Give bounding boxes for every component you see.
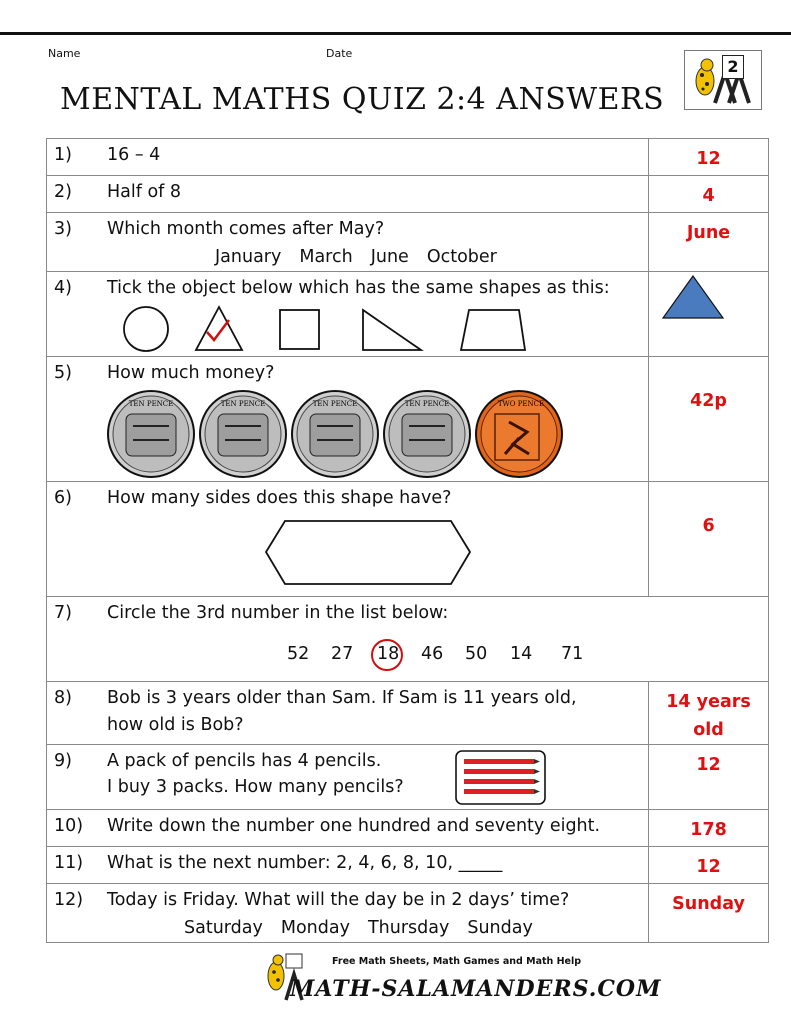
answer: June bbox=[686, 223, 731, 243]
question-number: 8) bbox=[54, 688, 72, 708]
question-row bbox=[47, 847, 769, 884]
question-text: Tick the object below which has the same shapes as this: bbox=[107, 278, 610, 298]
option: Sunday bbox=[467, 918, 533, 938]
question-number: 5) bbox=[54, 363, 72, 383]
question-row bbox=[47, 884, 769, 943]
question-number: 10) bbox=[54, 816, 84, 836]
option: Thursday bbox=[367, 918, 450, 938]
question-text-line2: how old is Bob? bbox=[107, 715, 244, 735]
question-text: 16 – 4 bbox=[107, 145, 161, 165]
answer: Sunday bbox=[672, 894, 745, 914]
number-1: 27 bbox=[331, 644, 354, 664]
footer-tagline: Free Math Sheets, Math Games and Math Help bbox=[332, 956, 582, 967]
question-row bbox=[47, 810, 769, 847]
question-row bbox=[47, 176, 769, 213]
right-triangle-icon bbox=[363, 310, 421, 350]
question-text-line2: I buy 3 packs. How many pencils? bbox=[107, 777, 404, 797]
number-6: 71 bbox=[561, 644, 584, 664]
pencil-pack-icon bbox=[47, 745, 647, 810]
option: June bbox=[370, 247, 409, 267]
question-row bbox=[47, 745, 769, 810]
question-row bbox=[47, 213, 769, 272]
blue-triangle-icon bbox=[649, 272, 768, 357]
question-text: Bob is 3 years older than Sam. If Sam is 11 years old, bbox=[107, 688, 577, 708]
question-row bbox=[47, 357, 769, 482]
question-text: A pack of pencils has 4 pencils. bbox=[107, 751, 382, 771]
coin-label: TWO PENCE bbox=[497, 400, 545, 408]
question-row bbox=[47, 272, 769, 357]
number-5: 14 bbox=[510, 644, 533, 664]
name-label: Name bbox=[48, 47, 81, 60]
shape-choices bbox=[47, 272, 647, 357]
two-pence-coin-icon bbox=[476, 391, 562, 477]
triangle-icon bbox=[196, 307, 242, 350]
question-number: 6) bbox=[54, 488, 72, 508]
answer: 12 bbox=[696, 755, 721, 775]
question-number: 2) bbox=[54, 182, 72, 202]
question-text: Circle the 3rd number in the list below: bbox=[107, 603, 449, 623]
answer: 42p bbox=[690, 391, 727, 411]
question-row bbox=[47, 482, 769, 597]
answer: 178 bbox=[690, 820, 727, 840]
answer: 12 bbox=[696, 857, 721, 877]
day-options bbox=[184, 918, 551, 938]
ten-pence-coin-icon bbox=[292, 391, 378, 477]
question-number: 4) bbox=[54, 278, 72, 298]
question-row bbox=[47, 682, 769, 745]
question-text: Which month comes after May? bbox=[107, 219, 385, 239]
question-text: Half of 8 bbox=[107, 182, 182, 202]
page-title: MENTAL MATHS QUIZ 2:4 ANSWERS bbox=[60, 82, 665, 117]
option: Saturday bbox=[184, 918, 263, 938]
ten-pence-coin-icon bbox=[200, 391, 286, 477]
month-options bbox=[215, 247, 515, 267]
question-text: Write down the number one hundred and seventy eight. bbox=[107, 816, 601, 836]
date-label: Date bbox=[326, 47, 353, 60]
number-2: 18 bbox=[377, 644, 400, 664]
coin-label: TEN PENCE bbox=[312, 400, 358, 408]
option: October bbox=[426, 247, 497, 267]
option: January bbox=[215, 247, 282, 267]
option: March bbox=[299, 247, 353, 267]
number-3: 46 bbox=[421, 644, 444, 664]
question-number: 9) bbox=[54, 751, 72, 771]
red-circle-icon bbox=[47, 597, 770, 682]
question-text: How much money? bbox=[107, 363, 275, 383]
question-number: 12) bbox=[54, 890, 84, 910]
grade-number: 2 bbox=[722, 55, 744, 79]
hexagon-icon bbox=[47, 482, 647, 597]
number-4: 50 bbox=[465, 644, 488, 664]
answer: 6 bbox=[702, 516, 715, 536]
question-number: 7) bbox=[54, 603, 72, 623]
coins bbox=[47, 357, 647, 482]
coin-label: TEN PENCE bbox=[220, 400, 266, 408]
coin-label: TEN PENCE bbox=[404, 400, 450, 408]
question-text: Today is Friday. What will the day be in 2 days’ time? bbox=[107, 890, 570, 910]
question-row bbox=[47, 597, 769, 682]
question-text: What is the next number: 2, 4, 6, 8, 10, _____ bbox=[107, 853, 503, 873]
answer: 14 years bbox=[666, 692, 751, 712]
circle-icon bbox=[124, 307, 168, 351]
question-number: 1) bbox=[54, 145, 72, 165]
question-text: How many sides does this shape have? bbox=[107, 488, 452, 508]
answer: 4 bbox=[702, 186, 715, 206]
ten-pence-coin-icon bbox=[108, 391, 194, 477]
question-number: 3) bbox=[54, 219, 72, 239]
answer-line2: old bbox=[693, 720, 724, 740]
question-number: 11) bbox=[54, 853, 84, 873]
footer-brand: MATH-SALAMANDERS.COM bbox=[290, 976, 662, 1002]
number-0: 52 bbox=[287, 644, 310, 664]
answer: 12 bbox=[696, 149, 721, 169]
square-icon bbox=[280, 310, 319, 349]
trapezium-icon bbox=[461, 310, 525, 350]
question-row bbox=[47, 139, 769, 176]
coin-label: TEN PENCE bbox=[128, 400, 174, 408]
ten-pence-coin-icon bbox=[384, 391, 470, 477]
top-rule bbox=[0, 32, 791, 35]
quiz-table bbox=[46, 138, 769, 943]
option: Monday bbox=[280, 918, 350, 938]
